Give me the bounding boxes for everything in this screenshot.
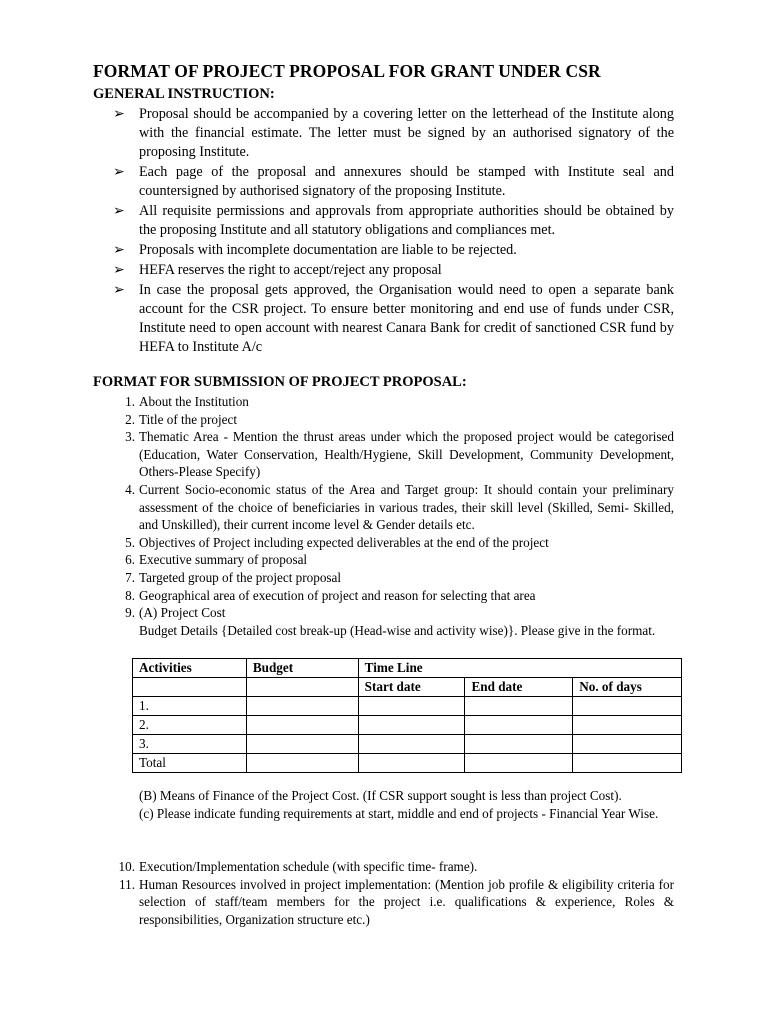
table-row bbox=[133, 735, 682, 754]
list-number: 7. bbox=[125, 569, 135, 585]
instruction-text: All requisite permissions and approvals from appropriate authorities should be obtained by the proposing Institute and all statutory obligations and compliances met. bbox=[139, 203, 674, 238]
list-text: Thematic Area - Mention the thrust areas under which the proposed project would be categorised (Education, Water Conservation, Health/Hygiene, Skill Development, Community Development, Others-Please Specify) bbox=[139, 429, 674, 480]
list-item bbox=[0, 411, 768, 429]
list-item bbox=[0, 569, 768, 587]
table-subheader-row bbox=[133, 678, 682, 697]
table-cell bbox=[246, 754, 358, 773]
list-number: 5. bbox=[125, 534, 135, 550]
table-row bbox=[133, 754, 682, 773]
instruction-list bbox=[0, 105, 768, 358]
table-row bbox=[133, 716, 682, 735]
header-end-date: End date bbox=[465, 678, 573, 697]
means-of-finance bbox=[0, 787, 768, 822]
table-cell bbox=[465, 735, 573, 754]
list-number: 8. bbox=[125, 587, 135, 603]
table-cell bbox=[358, 754, 465, 773]
table-header-row bbox=[133, 659, 682, 678]
table-cell bbox=[465, 754, 573, 773]
list-number: 4. bbox=[125, 481, 135, 497]
submission-list bbox=[0, 393, 768, 639]
header-timeline: Time Line bbox=[358, 659, 681, 678]
list-item bbox=[0, 587, 768, 605]
list-number: 6. bbox=[125, 552, 135, 568]
header-activities: Activities bbox=[133, 659, 247, 678]
list-item bbox=[0, 604, 768, 622]
list-number: 9. bbox=[125, 605, 135, 621]
list-item bbox=[0, 428, 768, 481]
instruction-text: In case the proposal gets approved, the Organisation would need to open a separate bank account for the CSR project. To ensure better monitoring and end use of funds under CSR, Institute need to open account with nearest Canara Bank for credit of sanctioned CSR fund by HEFA to Institute A/c bbox=[139, 282, 674, 355]
row-label: Total bbox=[133, 754, 247, 773]
header-budget: Budget bbox=[246, 659, 358, 678]
list-number: 10. bbox=[118, 859, 135, 874]
list-text: Executive summary of proposal bbox=[139, 552, 308, 568]
header-no-of-days: No. of days bbox=[573, 678, 682, 697]
format-submission-heading: FORMAT FOR SUBMISSION OF PROJECT PROPOSAL: bbox=[93, 374, 467, 390]
instruction-item bbox=[0, 261, 768, 280]
list-text: Targeted group of the project proposal bbox=[139, 569, 342, 585]
instruction-text: Proposal should be accompanied by a covering letter on the letterhead of the Institute along with the financial estimate. The letter must be signed by an authorised signatory of the proposing Institute. bbox=[139, 106, 674, 160]
list-text: Geographical area of execution of project and reason for selecting that area bbox=[139, 587, 536, 603]
list-number: 3. bbox=[125, 429, 135, 445]
list-item bbox=[0, 551, 768, 569]
general-instruction-heading: GENERAL INSTRUCTION: bbox=[93, 86, 275, 102]
instruction-item bbox=[0, 202, 768, 240]
table-cell bbox=[573, 716, 682, 735]
table-cell bbox=[133, 678, 247, 697]
table-row bbox=[133, 697, 682, 716]
submission-list-continued bbox=[0, 858, 768, 928]
table-cell bbox=[246, 678, 358, 697]
table-cell bbox=[465, 697, 573, 716]
instruction-item bbox=[0, 241, 768, 260]
table-cell bbox=[246, 716, 358, 735]
list-text: (A) Project Cost bbox=[139, 605, 226, 621]
arrow-bullet-icon: ➢ bbox=[113, 203, 125, 219]
budget-table bbox=[132, 658, 682, 773]
arrow-bullet-icon: ➢ bbox=[113, 262, 125, 278]
means-c-text: (c) Please indicate funding requirements at start, middle and end of projects - Financial Year Wise. bbox=[139, 805, 659, 821]
list-text: Current Socio-economic status of the Area and Target group: It should contain your preliminary assessment of the choice of beneficiaries in various trades, their skill level (Skilled, Semi- Skilled, and Unskilled), their current income level & Gender details etc. bbox=[139, 481, 674, 533]
instruction-text: Each page of the proposal and annexures should be stamped with Institute seal and countersigned by authorised signatory of the proposing Institute. bbox=[139, 164, 674, 199]
list-number: 2. bbox=[125, 411, 135, 427]
table-cell bbox=[246, 697, 358, 716]
instruction-item bbox=[0, 105, 768, 162]
instruction-item bbox=[0, 281, 768, 357]
row-label: 1. bbox=[133, 697, 247, 716]
list-text: Human Resources involved in project implementation: (Mention job profile & eligibility criteria for selection of staff/team members for the project i.e. qualifications & experience, Roles & responsibilities, Organization structure etc.) bbox=[139, 876, 674, 927]
arrow-bullet-icon: ➢ bbox=[113, 164, 125, 180]
table-cell bbox=[358, 735, 465, 754]
instruction-text: HEFA reserves the right to accept/reject any proposal bbox=[139, 262, 442, 278]
list-item bbox=[0, 534, 768, 552]
arrow-bullet-icon: ➢ bbox=[113, 106, 125, 122]
table-cell bbox=[573, 697, 682, 716]
row-label: 2. bbox=[133, 716, 247, 735]
table-cell bbox=[573, 754, 682, 773]
table-cell bbox=[573, 735, 682, 754]
list-item bbox=[0, 858, 768, 876]
list-item bbox=[0, 393, 768, 411]
table-cell bbox=[465, 716, 573, 735]
list-text: About the Institution bbox=[139, 394, 249, 409]
means-b-text: (B) Means of Finance of the Project Cost. (If CSR support sought is less than project Cost). bbox=[139, 788, 622, 803]
instruction-item bbox=[0, 163, 768, 201]
header-start-date: Start date bbox=[358, 678, 465, 697]
list-item bbox=[0, 481, 768, 534]
list-number: 1. bbox=[125, 394, 135, 409]
row-label: 3. bbox=[133, 735, 247, 754]
budget-intro: Budget Details {Detailed cost break-up (Head-wise and activity wise)}. Please give in the format. bbox=[139, 622, 656, 638]
list-text: Title of the project bbox=[139, 411, 238, 427]
table-cell bbox=[246, 735, 358, 754]
list-item bbox=[0, 876, 768, 929]
document-title: FORMAT OF PROJECT PROPOSAL FOR GRANT UNDER CSR bbox=[93, 61, 601, 81]
arrow-bullet-icon: ➢ bbox=[113, 242, 125, 258]
instruction-text: Proposals with incomplete documentation are liable to be rejected. bbox=[139, 242, 517, 258]
arrow-bullet-icon: ➢ bbox=[113, 282, 125, 298]
table-cell bbox=[358, 716, 465, 735]
list-number: 11. bbox=[119, 876, 135, 892]
list-text: Execution/Implementation schedule (with specific time- frame). bbox=[139, 859, 478, 874]
table-cell bbox=[358, 697, 465, 716]
list-text: Objectives of Project including expected deliverables at the end of the project bbox=[139, 534, 549, 550]
